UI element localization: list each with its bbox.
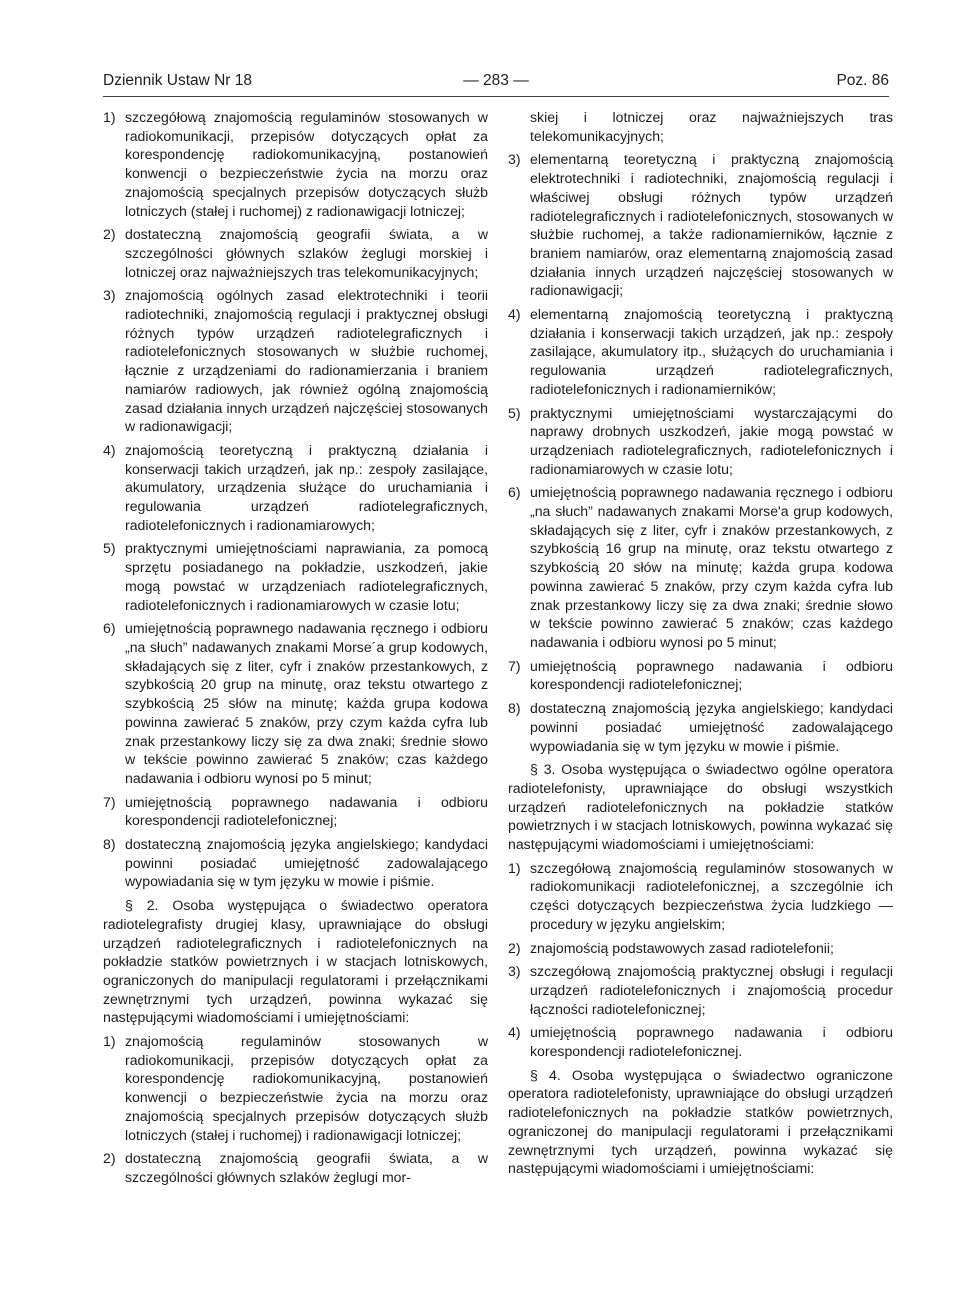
section-2-intro: § 2. Osoba występująca o świadectwo operatora radiotelegrafisty drugiej klasy, uprawniające do obsługi urządzeń radiotelegraficznych i radiotelefonicznych na pokładzie statków powietrznych i w stacjach lotniskowych, ograniczonych do manipulacji regulatorami i przełącznikami zewnętrznymi tych urządzeń, powinna wykazać się następującymi wiadomościami i umiejętnościami: xyxy=(103,897,488,1026)
item-number: 2) xyxy=(103,1150,116,1167)
item-number: 6) xyxy=(508,484,521,501)
item-text: umiejętnością poprawnego nadawania ręcznego i odbioru „na słuch” nadawanych znakami Morse'a grup kodowych, składających się z liter, cyfr i znaków przestankowych, z szybkością 16 grup na minutę, oraz tekstu otwartego z szybkością 20 słów na minutę; każda grupa kodowa powinna zawierać 5 znaków, przy czym każda cyfra lub znak przestankowy liczy się za dwa znaki; średnie słowo w tekście powinno zawierać 5 znaków; czas każdego nadawania i odbioru wynosi po 5 minut; xyxy=(530,484,893,650)
item-number: 1) xyxy=(103,109,116,125)
list-item xyxy=(103,835,488,891)
s2-list xyxy=(103,1032,488,1187)
list-item xyxy=(508,305,893,399)
list-item xyxy=(103,1149,488,1186)
list-item xyxy=(103,539,488,614)
list-item xyxy=(103,441,488,535)
list-item xyxy=(508,404,893,479)
item-text: umiejętnością poprawnego nadawania ręcznego i odbioru „na słuch” nadawanych znakami Morse´a grup kodowych, składających się z liter, cyfr i znaków przestankowych, z szybkością 20 grup na minutę, oraz tekstu otwartego z szybkością 25 słów na minutę; każda grupa kodowa powinna zawierać 5 znaków, przy czym każda cyfra lub znak przestankowy liczy się za dwa znaki; średnie słowo w tekście powinno zawierać 5 znaków; czas każdego nadawania i odbioru wynosi po 5 minut; xyxy=(125,620,488,786)
item-text: znajomością regulaminów stosowanych w radiokomunikacji, przepisów dotyczących opłat za korespondencję radiokomunikacyjną, postanowień konwencji o bezpieczeństwie życia na morzu oraz znajomością specjalnych przepisów dotyczących służb lotniczych (stałej i ruchomej) i radionawigacji lotniczej; xyxy=(125,1033,488,1143)
item-text: dostateczną znajomością języka angielskiego; kandydaci powinni posiadać umiejętność zadowalającego wypowiadania się w tym języku w mowie i piśmie. xyxy=(530,700,893,754)
item-number: 1) xyxy=(103,1033,116,1050)
item-text: umiejętnością poprawnego nadawania i odbioru korespondencji radiotelefonicznej; xyxy=(125,793,488,829)
list-item xyxy=(508,699,893,755)
item-text: szczegółową znajomością regulaminów stosowanych w radiokomunikacji radiotelefonicznej, a szczególnie ich części dotyczących bezpieczeństwa życia ludzkiego — procedury w języku angielskim; xyxy=(530,859,893,932)
list-item xyxy=(103,1032,488,1144)
item-number: 8) xyxy=(103,836,116,853)
list-item xyxy=(508,483,893,651)
item-number: 5) xyxy=(103,540,116,557)
item-number: 1) xyxy=(508,859,521,876)
list-item xyxy=(103,619,488,787)
item-text: praktycznymi umiejętnościami naprawiania, za pomocą sprzętu posiadanego na pokładzie, uszkodzeń, jakie mogą powstać w urządzeniach radiotelegraficznych, radiotelefonicznych i radionamiarowych w czasie lotu; xyxy=(125,540,488,613)
item-text: umiejętnością poprawnego nadawania i odbioru korespondencji radiotelefonicznej. xyxy=(530,1024,893,1060)
item-text: dostateczną znajomością geografii świata, a w szczególności głównych szlaków żeglugi morskiej i lotniczej oraz najważniejszych tras telekomunikacyjnych; xyxy=(125,226,488,280)
list-item xyxy=(508,859,893,934)
journal-title: Dziennik Ustaw Nr 18 xyxy=(103,72,253,89)
list-item xyxy=(508,150,893,300)
page-number: — 283 — xyxy=(463,72,529,89)
page-header xyxy=(103,72,889,94)
item-number: 4) xyxy=(103,441,116,458)
s3-list xyxy=(508,859,893,1061)
right-column xyxy=(508,108,893,1183)
item-text: dostateczną znajomością geografii świata, a w szczególności głównych szlaków żeglugi mor- xyxy=(125,1150,488,1185)
item-number: 8) xyxy=(508,700,521,717)
item-number: 7) xyxy=(103,793,116,810)
item-number: 5) xyxy=(508,404,521,421)
list-item xyxy=(508,657,893,694)
item-text: szczegółową znajomością regulaminów stosowanych w radiokomunikacji, przepisów dotyczących opłat za korespondencję radiokomunikacyjną, postanowień konwencji o bezpieczeństwie życia na morzu oraz znajomością specjalnych przepisów dotyczących służb lotniczych (stałej i ruchomej) z radionawigacji lotniczej; xyxy=(125,109,488,219)
item-number: 3) xyxy=(508,963,521,980)
item-text: elementarną znajomością teoretyczną i praktyczną działania i konserwacji takich urządzeń, jak np.: zespoły zasilające, akumulatory itp., służących do uruchamiania i regulowania urządzeń radiotelegraficznych, radiotelefonicznych i radionamierników; xyxy=(530,306,893,397)
section-4-intro: § 4. Osoba występująca o świadectwo ograniczone operatora radiotelefonisty, uprawniające do obsługi urządzeń radiotelefonicznych na pokładzie statków powietrznych, ograniczonej do manipulacji regulatorami i przełącznikami zewnętrznymi tych urządzeń, powinna wykazać się następującymi wiadomościami i umiejętnościami: xyxy=(508,1066,893,1177)
item-number: 4) xyxy=(508,306,521,323)
s2-list-continued xyxy=(508,150,893,755)
position-number: Poz. 86 xyxy=(836,72,889,89)
item-number: 3) xyxy=(103,287,116,304)
list-item xyxy=(103,225,488,281)
item-text: znajomością teoretyczną i praktyczną działania i konserwacji takich urządzeń, jak np.: zespoły zasilające, akumulatory, urządzenia służące do uruchamiania i regulowania urządzeń radiotelegraficznych, radiotelefonicznych i radionamiarowych; xyxy=(125,441,488,533)
header-rule xyxy=(103,96,889,97)
item-text: elementarną teoretyczną i praktyczną znajomością elektrotechniki i radiotechniki, znajomością regulacji i właściwej obsługi różnych typów urządzeń radiotelegraficznych i radiotelefonicznych, stosowanych w służbie ruchomej, a także radionamierników, łącznie z braniem namiarów, oraz elementarną znajomością zasad działania innych urządzeń najczęściej stosowanych w radionawigacji; xyxy=(530,151,893,299)
item-text: praktycznymi umiejętnościami wystarczającymi do naprawy drobnych uszkodzeń, jakie mogą powstać w urządzeniach radiotelegraficznych, radiotelefonicznych i radionamiarowych w czasie lotu; xyxy=(530,404,893,477)
item-text: znajomością ogólnych zasad elektrotechniki i teorii radiotechniki, znajomością regulacji i praktycznej obsługi różnych typów urządzeń radiotelegraficznych i radiotelefonicznych stosowanych w służbie ruchomej, łącznie z urządzeniami do radionamierzania i braniem namiarów radiowych, jak również ogólną znajomością zasad działania innych urządzeń najczęściej stosowanych w radionawigacji; xyxy=(125,287,488,435)
list-item xyxy=(508,962,893,1018)
s1-list xyxy=(103,108,488,891)
item-text: umiejętnością poprawnego nadawania i odbioru korespondencji radiotelefonicznej; xyxy=(530,657,893,693)
item-text: dostateczną znajomością języka angielskiego; kandydaci powinni posiadać umiejętność zadowalającego wypowiadania się w tym języku w mowie i piśmie. xyxy=(125,836,488,890)
item-number: 6) xyxy=(103,620,116,637)
item-number: 7) xyxy=(508,657,521,674)
list-item xyxy=(103,286,488,436)
item-number: 2) xyxy=(508,939,521,956)
item-number: 4) xyxy=(508,1024,521,1041)
item-number: 2) xyxy=(103,226,116,243)
list-item xyxy=(103,793,488,830)
item-text: znajomością podstawowych zasad radiotelefonii; xyxy=(530,939,834,956)
item-number: 3) xyxy=(508,151,521,168)
list-item xyxy=(103,108,488,220)
section-3-intro: § 3. Osoba występująca o świadectwo ogólne operatora radiotelefonisty, uprawniające do obsługi wszystkich urządzeń radiotelefonicznych na pokładzie statków powietrznych i w stacjach lotniskowych, powinna wykazać się następującymi wiadomościami i umiejętnościami: xyxy=(508,761,893,853)
list-item xyxy=(508,1023,893,1060)
list-item xyxy=(508,939,893,958)
item-continuation: skiej i lotniczej oraz najważniejszych tras telekomunikacyjnych; xyxy=(530,109,893,144)
item-text: szczegółową znajomością praktycznej obsługi i regulacji urządzeń radiotelefonicznych i znajomością procedur łączności radiotelefonicznej; xyxy=(530,963,893,1017)
left-column xyxy=(103,108,488,1192)
